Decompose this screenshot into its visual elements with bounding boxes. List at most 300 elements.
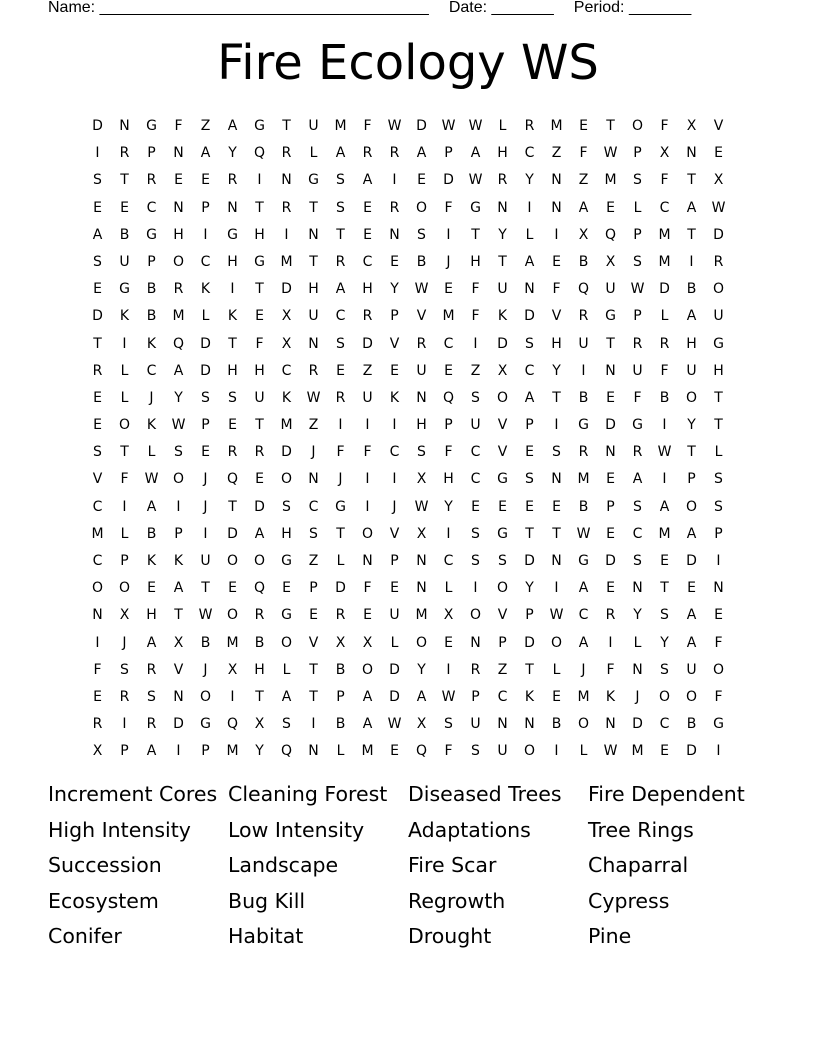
grid-cell[interactable]: M bbox=[577, 471, 590, 488]
grid-cell[interactable]: R bbox=[92, 716, 103, 733]
grid-cell[interactable]: C bbox=[497, 688, 508, 705]
grid-cell[interactable]: R bbox=[578, 308, 589, 325]
grid-cell[interactable]: D bbox=[200, 335, 211, 352]
grid-cell[interactable]: C bbox=[362, 253, 373, 270]
grid-cell[interactable]: Y bbox=[417, 661, 426, 678]
grid-cell[interactable]: K bbox=[200, 281, 211, 298]
grid-cell[interactable]: T bbox=[255, 688, 264, 705]
grid-cell[interactable]: H bbox=[254, 362, 265, 379]
grid-cell[interactable]: F bbox=[444, 743, 453, 760]
grid-cell[interactable]: Q bbox=[253, 145, 266, 162]
grid-cell[interactable]: I bbox=[230, 281, 235, 298]
grid-cell[interactable]: B bbox=[551, 716, 562, 733]
grid-cell[interactable]: B bbox=[578, 498, 589, 515]
grid-cell[interactable]: S bbox=[714, 498, 723, 515]
grid-cell[interactable]: T bbox=[282, 118, 291, 134]
grid-cell[interactable]: D bbox=[281, 281, 292, 298]
grid-cell[interactable]: G bbox=[335, 498, 346, 515]
grid-cell[interactable]: I bbox=[203, 226, 208, 243]
grid-cell[interactable]: O bbox=[685, 688, 698, 705]
grid-cell[interactable]: S bbox=[336, 172, 345, 189]
grid-cell[interactable]: T bbox=[606, 335, 615, 352]
grid-cell[interactable]: W bbox=[171, 417, 186, 434]
grid-cell[interactable]: A bbox=[578, 634, 589, 651]
grid-cell[interactable]: A bbox=[200, 145, 211, 162]
grid-cell[interactable]: R bbox=[146, 716, 157, 733]
grid-cell[interactable]: O bbox=[496, 389, 509, 406]
grid-cell[interactable]: I bbox=[554, 743, 559, 760]
grid-cell[interactable]: S bbox=[282, 498, 291, 515]
grid-cell[interactable]: R bbox=[389, 145, 400, 162]
grid-cell[interactable]: A bbox=[281, 688, 292, 705]
grid-cell[interactable]: Y bbox=[687, 417, 696, 434]
grid-cell[interactable]: S bbox=[498, 553, 507, 569]
grid-cell[interactable]: U bbox=[470, 716, 481, 733]
grid-cell[interactable]: M bbox=[172, 308, 185, 325]
grid-cell[interactable]: H bbox=[443, 471, 454, 488]
grid-cell[interactable]: N bbox=[173, 688, 184, 705]
grid-cell[interactable]: W bbox=[441, 688, 456, 705]
grid-cell[interactable]: D bbox=[686, 743, 697, 760]
grid-cell[interactable]: A bbox=[416, 688, 427, 705]
grid-cell[interactable]: N bbox=[173, 199, 184, 216]
grid-cell[interactable]: M bbox=[226, 634, 239, 651]
grid-cell[interactable]: G bbox=[254, 118, 265, 134]
grid-cell[interactable]: G bbox=[227, 226, 238, 243]
grid-cell[interactable]: S bbox=[228, 389, 237, 406]
grid-cell[interactable]: F bbox=[93, 661, 102, 678]
grid-cell[interactable]: I bbox=[203, 525, 208, 542]
grid-cell[interactable]: I bbox=[365, 498, 370, 515]
grid-cell[interactable]: W bbox=[657, 444, 672, 461]
grid-cell[interactable]: H bbox=[227, 253, 238, 270]
grid-cell[interactable]: W bbox=[603, 145, 618, 162]
grid-cell[interactable]: S bbox=[660, 607, 669, 624]
grid-cell[interactable]: N bbox=[227, 199, 238, 216]
grid-cell[interactable]: E bbox=[417, 172, 426, 189]
grid-cell[interactable]: T bbox=[255, 199, 264, 216]
grid-cell[interactable]: F bbox=[336, 444, 345, 461]
grid-cell[interactable]: N bbox=[416, 389, 427, 406]
grid-cell[interactable]: E bbox=[255, 308, 264, 325]
grid-cell[interactable]: D bbox=[92, 308, 103, 325]
grid-cell[interactable]: E bbox=[525, 444, 534, 461]
grid-cell[interactable]: T bbox=[606, 118, 615, 134]
grid-cell[interactable]: I bbox=[230, 688, 235, 705]
grid-cell[interactable]: R bbox=[146, 661, 157, 678]
grid-cell[interactable]: P bbox=[444, 417, 453, 434]
grid-cell[interactable]: W bbox=[387, 118, 402, 134]
grid-cell[interactable]: I bbox=[446, 525, 451, 542]
grid-cell[interactable]: G bbox=[281, 607, 292, 624]
grid-cell[interactable]: F bbox=[552, 281, 561, 298]
grid-cell[interactable]: F bbox=[579, 145, 588, 162]
grid-cell[interactable]: P bbox=[336, 688, 345, 705]
grid-cell[interactable]: C bbox=[200, 253, 211, 270]
grid-cell[interactable]: X bbox=[92, 743, 103, 760]
grid-cell[interactable]: I bbox=[257, 172, 262, 189]
grid-cell[interactable]: C bbox=[659, 199, 670, 216]
period-field[interactable]: Period: _______ bbox=[573, 0, 692, 16]
grid-cell[interactable]: P bbox=[120, 553, 129, 569]
grid-cell[interactable]: G bbox=[632, 417, 643, 434]
grid-cell[interactable]: C bbox=[659, 716, 670, 733]
grid-cell[interactable]: M bbox=[658, 525, 671, 542]
grid-cell[interactable]: G bbox=[713, 335, 724, 352]
grid-cell[interactable]: E bbox=[282, 580, 291, 597]
grid-cell[interactable]: L bbox=[444, 580, 453, 597]
grid-cell[interactable]: T bbox=[309, 253, 318, 270]
grid-cell[interactable]: N bbox=[470, 634, 481, 651]
grid-cell[interactable]: C bbox=[443, 553, 454, 569]
grid-cell[interactable]: L bbox=[147, 444, 156, 461]
grid-cell[interactable]: V bbox=[497, 607, 508, 624]
grid-cell[interactable]: G bbox=[146, 226, 157, 243]
grid-cell[interactable]: D bbox=[686, 553, 697, 569]
grid-cell[interactable]: S bbox=[714, 471, 723, 488]
grid-cell[interactable]: I bbox=[176, 743, 181, 760]
grid-cell[interactable]: F bbox=[174, 118, 183, 134]
grid-cell[interactable]: E bbox=[552, 688, 561, 705]
grid-cell[interactable]: N bbox=[524, 281, 535, 298]
grid-cell[interactable]: E bbox=[660, 553, 669, 569]
grid-cell[interactable]: K bbox=[146, 553, 157, 569]
grid-cell[interactable]: T bbox=[120, 172, 129, 189]
grid-cell[interactable]: K bbox=[146, 417, 157, 434]
grid-cell[interactable]: O bbox=[118, 417, 131, 434]
grid-cell[interactable]: A bbox=[92, 226, 103, 243]
grid-cell[interactable]: T bbox=[174, 607, 183, 624]
grid-cell[interactable]: P bbox=[471, 688, 480, 705]
grid-cell[interactable]: J bbox=[122, 634, 127, 651]
grid-cell[interactable]: R bbox=[416, 335, 427, 352]
grid-cell[interactable]: X bbox=[119, 607, 130, 624]
grid-cell[interactable]: K bbox=[524, 688, 535, 705]
grid-cell[interactable]: P bbox=[633, 308, 642, 325]
grid-cell[interactable]: F bbox=[363, 118, 372, 134]
grid-cell[interactable]: B bbox=[200, 634, 211, 651]
grid-cell[interactable]: V bbox=[389, 335, 400, 352]
grid-cell[interactable]: A bbox=[173, 362, 184, 379]
grid-cell[interactable]: P bbox=[390, 553, 399, 569]
grid-cell[interactable]: U bbox=[389, 607, 400, 624]
grid-cell[interactable]: I bbox=[716, 553, 721, 569]
grid-cell[interactable]: D bbox=[389, 661, 400, 678]
grid-cell[interactable]: T bbox=[660, 580, 669, 597]
grid-cell[interactable]: N bbox=[308, 471, 319, 488]
grid-cell[interactable]: O bbox=[685, 498, 698, 515]
grid-cell[interactable]: S bbox=[336, 199, 345, 216]
grid-cell[interactable]: J bbox=[203, 661, 208, 678]
grid-cell[interactable]: O bbox=[577, 716, 590, 733]
grid-cell[interactable]: S bbox=[417, 444, 426, 461]
grid-cell[interactable]: I bbox=[662, 417, 667, 434]
grid-cell[interactable]: H bbox=[470, 253, 481, 270]
grid-cell[interactable]: O bbox=[496, 580, 509, 597]
grid-cell[interactable]: K bbox=[119, 308, 130, 325]
grid-cell[interactable]: G bbox=[497, 525, 508, 542]
grid-cell[interactable]: T bbox=[255, 417, 264, 434]
grid-cell[interactable]: T bbox=[687, 226, 696, 243]
grid-cell[interactable]: Z bbox=[578, 172, 589, 189]
grid-cell[interactable]: G bbox=[146, 118, 157, 134]
grid-cell[interactable]: I bbox=[311, 716, 316, 733]
grid-cell[interactable]: B bbox=[335, 716, 346, 733]
grid-cell[interactable]: T bbox=[309, 199, 318, 216]
grid-cell[interactable]: O bbox=[415, 634, 428, 651]
grid-cell[interactable]: O bbox=[199, 688, 212, 705]
grid-cell[interactable]: O bbox=[172, 471, 185, 488]
grid-cell[interactable]: O bbox=[685, 389, 698, 406]
grid-cell[interactable]: C bbox=[92, 553, 103, 569]
grid-cell[interactable]: R bbox=[119, 688, 130, 705]
grid-cell[interactable]: T bbox=[687, 444, 696, 461]
grid-cell[interactable]: E bbox=[93, 199, 102, 216]
grid-cell[interactable]: I bbox=[365, 417, 370, 434]
grid-cell[interactable]: M bbox=[604, 172, 617, 189]
grid-cell[interactable]: C bbox=[632, 525, 643, 542]
grid-cell[interactable]: J bbox=[446, 253, 451, 270]
grid-cell[interactable]: N bbox=[551, 199, 562, 216]
grid-cell[interactable]: X bbox=[578, 226, 589, 243]
grid-cell[interactable]: E bbox=[525, 498, 534, 515]
grid-cell[interactable]: N bbox=[281, 172, 292, 189]
grid-cell[interactable]: W bbox=[441, 118, 456, 134]
grid-cell[interactable]: W bbox=[144, 471, 159, 488]
grid-cell[interactable]: L bbox=[201, 308, 210, 325]
grid-cell[interactable]: E bbox=[660, 743, 669, 760]
grid-cell[interactable]: A bbox=[146, 743, 157, 760]
grid-cell[interactable]: P bbox=[201, 199, 210, 216]
grid-cell[interactable]: E bbox=[309, 607, 318, 624]
grid-cell[interactable]: N bbox=[497, 716, 508, 733]
grid-cell[interactable]: Q bbox=[442, 389, 455, 406]
grid-cell[interactable]: A bbox=[173, 580, 184, 597]
grid-cell[interactable]: P bbox=[714, 525, 723, 542]
grid-cell[interactable]: U bbox=[119, 253, 130, 270]
grid-cell[interactable]: P bbox=[606, 498, 615, 515]
grid-cell[interactable]: X bbox=[281, 335, 292, 352]
grid-cell[interactable]: D bbox=[524, 553, 535, 569]
grid-cell[interactable]: M bbox=[361, 743, 374, 760]
grid-cell[interactable]: G bbox=[713, 716, 724, 733]
grid-cell[interactable]: C bbox=[524, 362, 535, 379]
grid-cell[interactable]: W bbox=[306, 389, 321, 406]
grid-cell[interactable]: S bbox=[282, 716, 291, 733]
grid-cell[interactable]: T bbox=[336, 525, 345, 542]
grid-cell[interactable]: Q bbox=[172, 335, 185, 352]
grid-cell[interactable]: X bbox=[227, 661, 238, 678]
grid-cell[interactable]: B bbox=[686, 281, 697, 298]
grid-cell[interactable]: I bbox=[527, 199, 532, 216]
grid-cell[interactable]: T bbox=[525, 661, 534, 678]
grid-cell[interactable]: F bbox=[714, 688, 723, 705]
grid-cell[interactable]: U bbox=[254, 389, 265, 406]
grid-cell[interactable]: V bbox=[92, 471, 103, 488]
grid-cell[interactable]: A bbox=[146, 498, 157, 515]
grid-cell[interactable]: S bbox=[633, 498, 642, 515]
grid-cell[interactable]: K bbox=[227, 308, 238, 325]
grid-cell[interactable]: D bbox=[416, 118, 427, 134]
grid-cell[interactable]: N bbox=[92, 607, 103, 624]
grid-cell[interactable]: I bbox=[392, 417, 397, 434]
grid-cell[interactable]: U bbox=[497, 743, 508, 760]
grid-cell[interactable]: L bbox=[282, 661, 291, 678]
grid-cell[interactable]: N bbox=[308, 226, 319, 243]
grid-cell[interactable]: D bbox=[713, 226, 724, 243]
grid-cell[interactable]: X bbox=[497, 362, 508, 379]
grid-cell[interactable]: L bbox=[309, 145, 318, 162]
grid-cell[interactable]: E bbox=[579, 118, 588, 134]
grid-cell[interactable]: O bbox=[280, 634, 293, 651]
grid-cell[interactable]: O bbox=[118, 580, 131, 597]
grid-cell[interactable]: C bbox=[389, 444, 400, 461]
grid-cell[interactable]: Y bbox=[552, 362, 561, 379]
grid-cell[interactable]: D bbox=[524, 634, 535, 651]
grid-cell[interactable]: D bbox=[227, 525, 238, 542]
grid-cell[interactable]: R bbox=[524, 118, 535, 134]
grid-cell[interactable]: N bbox=[551, 553, 562, 569]
grid-cell[interactable]: E bbox=[606, 199, 615, 216]
grid-cell[interactable]: I bbox=[662, 471, 667, 488]
grid-cell[interactable]: L bbox=[120, 389, 129, 406]
grid-cell[interactable]: R bbox=[227, 172, 238, 189]
grid-cell[interactable]: E bbox=[714, 145, 723, 162]
grid-cell[interactable]: V bbox=[497, 444, 508, 461]
grid-cell[interactable]: R bbox=[470, 661, 481, 678]
grid-cell[interactable]: E bbox=[471, 498, 480, 515]
grid-cell[interactable]: M bbox=[658, 226, 671, 243]
grid-cell[interactable]: L bbox=[579, 743, 588, 760]
grid-cell[interactable]: N bbox=[362, 553, 373, 569]
grid-cell[interactable]: L bbox=[660, 308, 669, 325]
grid-cell[interactable]: N bbox=[605, 362, 616, 379]
grid-cell[interactable]: D bbox=[92, 118, 103, 134]
grid-cell[interactable]: B bbox=[146, 308, 157, 325]
grid-cell[interactable]: D bbox=[605, 553, 616, 569]
grid-cell[interactable]: N bbox=[497, 199, 508, 216]
grid-cell[interactable]: X bbox=[443, 607, 454, 624]
grid-cell[interactable]: M bbox=[577, 688, 590, 705]
grid-cell[interactable]: N bbox=[551, 172, 562, 189]
grid-cell[interactable]: R bbox=[281, 145, 292, 162]
grid-cell[interactable]: B bbox=[578, 253, 589, 270]
grid-cell[interactable]: D bbox=[173, 716, 184, 733]
grid-cell[interactable]: X bbox=[254, 716, 265, 733]
grid-cell[interactable]: N bbox=[524, 716, 535, 733]
grid-cell[interactable]: W bbox=[414, 281, 429, 298]
grid-cell[interactable]: B bbox=[659, 389, 670, 406]
grid-cell[interactable]: S bbox=[471, 389, 480, 406]
grid-cell[interactable]: I bbox=[95, 145, 100, 162]
grid-cell[interactable]: O bbox=[361, 661, 374, 678]
grid-cell[interactable]: J bbox=[338, 471, 343, 488]
grid-cell[interactable]: I bbox=[122, 335, 127, 352]
grid-cell[interactable]: E bbox=[390, 362, 399, 379]
grid-cell[interactable]: I bbox=[95, 634, 100, 651]
grid-cell[interactable]: R bbox=[254, 444, 265, 461]
grid-cell[interactable]: A bbox=[335, 145, 346, 162]
grid-cell[interactable]: P bbox=[525, 607, 534, 624]
grid-cell[interactable]: E bbox=[93, 281, 102, 298]
grid-cell[interactable]: R bbox=[173, 281, 184, 298]
grid-cell[interactable]: P bbox=[390, 308, 399, 325]
grid-cell[interactable]: F bbox=[633, 389, 642, 406]
grid-cell[interactable]: E bbox=[363, 199, 372, 216]
grid-cell[interactable]: L bbox=[390, 634, 399, 651]
grid-cell[interactable]: Y bbox=[525, 172, 534, 189]
grid-cell[interactable]: R bbox=[335, 253, 346, 270]
grid-cell[interactable]: S bbox=[336, 335, 345, 352]
grid-cell[interactable]: T bbox=[228, 335, 237, 352]
grid-cell[interactable]: L bbox=[633, 199, 642, 216]
grid-cell[interactable]: T bbox=[93, 335, 102, 352]
grid-cell[interactable]: Z bbox=[470, 362, 481, 379]
grid-cell[interactable]: E bbox=[174, 172, 183, 189]
grid-cell[interactable]: R bbox=[578, 444, 589, 461]
grid-cell[interactable]: V bbox=[416, 308, 427, 325]
grid-cell[interactable]: Y bbox=[660, 634, 669, 651]
grid-cell[interactable]: I bbox=[581, 362, 586, 379]
grid-cell[interactable]: T bbox=[228, 498, 237, 515]
grid-cell[interactable]: I bbox=[284, 226, 289, 243]
grid-cell[interactable]: S bbox=[471, 525, 480, 542]
grid-cell[interactable]: G bbox=[254, 253, 265, 270]
grid-cell[interactable]: H bbox=[227, 362, 238, 379]
grid-cell[interactable]: M bbox=[550, 118, 563, 134]
grid-cell[interactable]: W bbox=[576, 525, 591, 542]
grid-cell[interactable]: R bbox=[335, 607, 346, 624]
grid-cell[interactable]: F bbox=[363, 444, 372, 461]
grid-cell[interactable]: U bbox=[686, 362, 697, 379]
grid-cell[interactable]: A bbox=[254, 525, 265, 542]
grid-cell[interactable]: S bbox=[525, 471, 534, 488]
grid-cell[interactable]: R bbox=[632, 335, 643, 352]
grid-cell[interactable]: Z bbox=[308, 553, 319, 569]
grid-cell[interactable]: R bbox=[335, 389, 346, 406]
grid-cell[interactable]: I bbox=[716, 743, 721, 760]
grid-cell[interactable]: R bbox=[389, 199, 400, 216]
grid-cell[interactable]: V bbox=[173, 661, 184, 678]
grid-cell[interactable]: I bbox=[122, 716, 127, 733]
grid-cell[interactable]: L bbox=[633, 634, 642, 651]
grid-cell[interactable]: Z bbox=[200, 118, 211, 134]
grid-cell[interactable]: Q bbox=[280, 743, 293, 760]
grid-cell[interactable]: X bbox=[416, 525, 427, 542]
grid-cell[interactable]: R bbox=[281, 199, 292, 216]
grid-cell[interactable]: I bbox=[473, 335, 478, 352]
grid-cell[interactable]: M bbox=[280, 417, 293, 434]
grid-cell[interactable]: M bbox=[334, 118, 347, 134]
grid-cell[interactable]: M bbox=[442, 308, 455, 325]
grid-cell[interactable]: O bbox=[658, 688, 671, 705]
grid-cell[interactable]: B bbox=[254, 634, 265, 651]
grid-cell[interactable]: N bbox=[605, 444, 616, 461]
grid-cell[interactable]: R bbox=[119, 145, 130, 162]
grid-cell[interactable]: L bbox=[336, 743, 345, 760]
grid-cell[interactable]: J bbox=[392, 498, 397, 515]
grid-cell[interactable]: O bbox=[415, 199, 428, 216]
grid-cell[interactable]: H bbox=[254, 661, 265, 678]
grid-cell[interactable]: F bbox=[606, 661, 615, 678]
grid-cell[interactable]: T bbox=[201, 580, 210, 597]
grid-cell[interactable]: D bbox=[659, 281, 670, 298]
grid-cell[interactable]: A bbox=[362, 172, 373, 189]
grid-cell[interactable]: A bbox=[632, 471, 643, 488]
grid-cell[interactable]: S bbox=[444, 716, 453, 733]
grid-cell[interactable]: I bbox=[608, 634, 613, 651]
grid-cell[interactable]: Q bbox=[253, 580, 266, 597]
